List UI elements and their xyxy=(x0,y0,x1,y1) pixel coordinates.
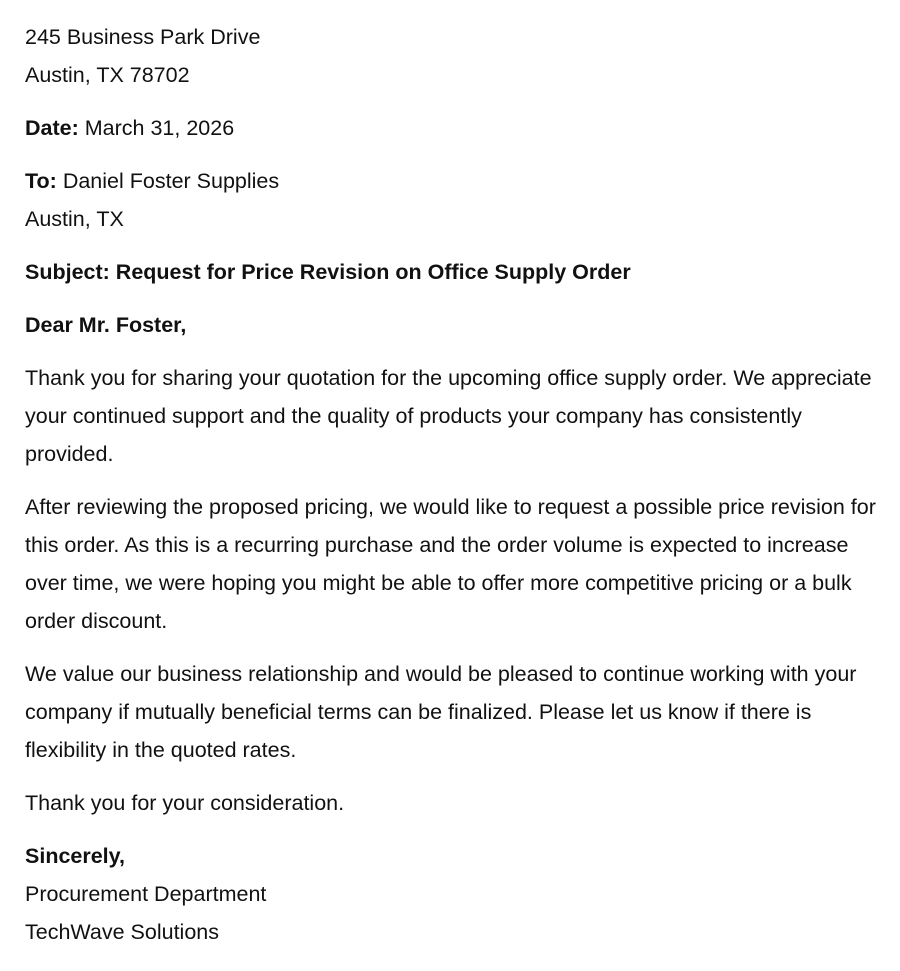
body-paragraph-2: After reviewing the proposed pricing, we would like to request a possible price revision for this order. As this is a recurring purchase and the order volume is expected to increase over time, we were hoping you might be able to offer more competitive pricing or a bulk order discount. xyxy=(25,495,876,633)
recipient-label: To: xyxy=(25,169,57,193)
salutation: Dear Mr. Foster, xyxy=(25,313,187,337)
sender-address-line2: Austin, TX 78702 xyxy=(25,63,190,87)
body-paragraph-1: Thank you for sharing your quotation for the upcoming office supply order. We appreciate your continued support and the quality of products your company has consistently provided. xyxy=(25,366,872,466)
subject-line: Subject: Request for Price Revision on Office Supply Order xyxy=(25,260,631,284)
signoff: Sincerely, xyxy=(25,844,125,868)
body-paragraph-3: We value our business relationship and would be pleased to continue working with your company if mutually beneficial terms can be finalized. Please let us know if there is flexibility in the quoted rates. xyxy=(25,662,857,762)
sender-address-line1: 245 Business Park Drive xyxy=(25,25,261,49)
recipient xyxy=(25,162,885,238)
date-line xyxy=(25,109,885,147)
body-paragraph-4: Thank you for your consideration. xyxy=(25,791,345,815)
signature-company: TechWave Solutions xyxy=(25,920,219,944)
letter xyxy=(25,18,885,951)
recipient-city: Austin, TX xyxy=(25,207,124,231)
recipient-name: Daniel Foster Supplies xyxy=(62,169,280,193)
date-value: March 31, 2026 xyxy=(84,116,235,140)
date-label: Date: xyxy=(25,116,79,140)
signature-department: Procurement Department xyxy=(25,882,267,906)
closing xyxy=(25,837,885,951)
sender-address xyxy=(25,18,885,94)
